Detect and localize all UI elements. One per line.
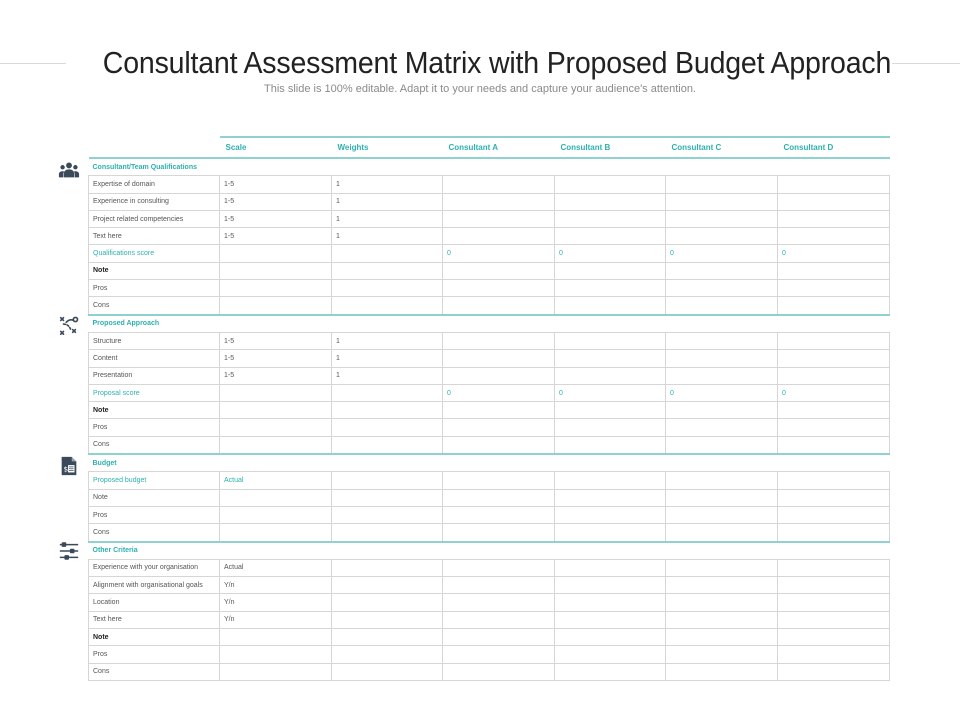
cell[interactable] (443, 663, 555, 680)
title-rule-left (0, 63, 66, 64)
cell[interactable] (332, 577, 443, 594)
cell[interactable] (443, 594, 555, 611)
budget-row (89, 472, 890, 489)
cell[interactable] (778, 402, 890, 419)
cell[interactable] (778, 646, 890, 663)
cell[interactable] (332, 280, 443, 297)
row-label[interactable]: Content (89, 350, 220, 367)
cell[interactable] (666, 489, 778, 506)
section-title: Budget (89, 454, 890, 472)
row-label[interactable]: Project related competencies (89, 210, 220, 227)
scale-cell[interactable]: 1-5 (220, 367, 332, 384)
cell[interactable] (443, 524, 555, 542)
cell[interactable] (220, 384, 332, 401)
cell[interactable] (443, 193, 555, 210)
pros-label: Pros (89, 506, 220, 523)
cell[interactable] (443, 350, 555, 367)
cell[interactable] (666, 611, 778, 628)
pros-label: Pros (89, 280, 220, 297)
cell[interactable] (666, 524, 778, 542)
cons-row (89, 663, 890, 680)
cell[interactable] (666, 228, 778, 245)
cell[interactable] (332, 402, 443, 419)
cell[interactable] (778, 176, 890, 193)
cons-label: Cons (89, 524, 220, 542)
table-row (89, 577, 890, 594)
cell[interactable] (778, 436, 890, 454)
scale-cell[interactable]: 1-5 (220, 228, 332, 245)
cell[interactable] (778, 506, 890, 523)
cell[interactable] (666, 280, 778, 297)
cell[interactable] (443, 489, 555, 506)
cell[interactable] (555, 506, 666, 523)
score-row (89, 245, 890, 262)
cell[interactable] (332, 297, 443, 315)
score-cell[interactable]: 0 (778, 384, 890, 401)
cell[interactable] (220, 419, 332, 436)
cell[interactable] (555, 262, 666, 279)
cell[interactable] (443, 559, 555, 576)
section-budget (89, 454, 890, 472)
cell[interactable] (555, 489, 666, 506)
scale-cell[interactable]: Y/n (220, 594, 332, 611)
cell[interactable] (443, 280, 555, 297)
cons-row (89, 297, 890, 315)
cell[interactable] (443, 262, 555, 279)
row-label[interactable]: Alignment with organisational goals (89, 577, 220, 594)
cell[interactable] (778, 228, 890, 245)
table-row (89, 367, 890, 384)
note-label: Note (89, 489, 220, 506)
cell[interactable] (443, 506, 555, 523)
weight-cell[interactable]: 1 (332, 193, 443, 210)
pros-row (89, 646, 890, 663)
cell[interactable] (220, 506, 332, 523)
strategy-icon (58, 314, 80, 336)
table-row (89, 228, 890, 245)
pros-row (89, 280, 890, 297)
score-cell[interactable]: 0 (443, 245, 555, 262)
table-row (89, 559, 890, 576)
cell[interactable] (666, 350, 778, 367)
cell[interactable] (666, 402, 778, 419)
cell[interactable] (332, 506, 443, 523)
cell[interactable] (220, 280, 332, 297)
cell[interactable] (443, 210, 555, 227)
cell[interactable] (332, 646, 443, 663)
cell[interactable] (778, 193, 890, 210)
cell[interactable] (332, 419, 443, 436)
cell[interactable] (220, 297, 332, 315)
cell[interactable] (666, 663, 778, 680)
score-label: Proposal score (89, 384, 220, 401)
cell[interactable] (666, 436, 778, 454)
title-rule-right (892, 63, 960, 64)
svg-text:$: $ (63, 464, 69, 474)
cell[interactable] (443, 332, 555, 349)
page-subtitle: This slide is 100% editable. Adapt it to your needs and capture your audience's attention. (264, 83, 696, 95)
cell[interactable] (555, 663, 666, 680)
header-weights: Weights (332, 137, 443, 158)
cell[interactable] (555, 524, 666, 542)
score-cell[interactable]: 0 (778, 245, 890, 262)
budget-document-icon (58, 455, 80, 477)
cell[interactable] (555, 559, 666, 576)
cell[interactable] (778, 367, 890, 384)
cell[interactable] (220, 489, 332, 506)
cell[interactable] (778, 594, 890, 611)
pros-label: Pros (89, 646, 220, 663)
weight-cell[interactable]: 1 (332, 210, 443, 227)
cell[interactable] (666, 297, 778, 315)
cell[interactable] (555, 280, 666, 297)
cell[interactable] (555, 176, 666, 193)
cell[interactable] (666, 332, 778, 349)
cell[interactable] (220, 524, 332, 542)
table-row (89, 611, 890, 628)
section-other-criteria (89, 542, 890, 560)
cell[interactable] (443, 436, 555, 454)
pros-label: Pros (89, 419, 220, 436)
cell[interactable] (778, 611, 890, 628)
cell[interactable] (666, 193, 778, 210)
cell[interactable] (555, 629, 666, 646)
cell[interactable] (332, 384, 443, 401)
note-row (89, 402, 890, 419)
weight-cell[interactable]: 1 (332, 176, 443, 193)
weight-cell[interactable]: 1 (332, 228, 443, 245)
cell[interactable] (555, 419, 666, 436)
cell[interactable] (666, 419, 778, 436)
scale-cell[interactable]: Actual (220, 559, 332, 576)
table-row (89, 332, 890, 349)
score-cell[interactable]: 0 (555, 384, 666, 401)
header-scale: Scale (220, 137, 332, 158)
cell[interactable] (220, 402, 332, 419)
score-cell[interactable]: 0 (666, 245, 778, 262)
weight-cell[interactable]: 1 (332, 332, 443, 349)
cell[interactable] (555, 210, 666, 227)
page-title: Consultant Assessment Matrix with Proposed Budget Approach (102, 45, 892, 80)
section-approach (89, 315, 890, 333)
note-label: Note (89, 629, 220, 646)
scale-cell[interactable]: 1-5 (220, 210, 332, 227)
note-label: Note (89, 262, 220, 279)
sliders-icon (58, 540, 80, 562)
score-cell[interactable]: 0 (666, 384, 778, 401)
cell[interactable] (666, 367, 778, 384)
cell[interactable] (778, 350, 890, 367)
cell[interactable] (666, 210, 778, 227)
cell[interactable] (332, 611, 443, 628)
cell[interactable] (332, 262, 443, 279)
section-title: Consultant/Team Qualifications (89, 158, 890, 176)
cell[interactable] (332, 524, 443, 542)
row-label[interactable]: Expertise of domain (89, 176, 220, 193)
cell[interactable] (666, 594, 778, 611)
cell[interactable] (555, 332, 666, 349)
scale-cell[interactable]: 1-5 (220, 350, 332, 367)
row-label[interactable]: Experience with your organisation (89, 559, 220, 576)
table-row (89, 594, 890, 611)
section-title: Other Criteria (89, 542, 890, 560)
table-row (89, 210, 890, 227)
cell[interactable] (778, 629, 890, 646)
cell[interactable] (778, 262, 890, 279)
score-cell[interactable]: 0 (555, 245, 666, 262)
row-label[interactable]: Location (89, 594, 220, 611)
team-icon (58, 159, 80, 181)
header-consultant-a: Consultant A (443, 137, 555, 158)
cell[interactable] (443, 646, 555, 663)
cell[interactable] (666, 559, 778, 576)
cell[interactable] (666, 577, 778, 594)
cell[interactable] (443, 629, 555, 646)
cell[interactable] (555, 577, 666, 594)
note-row (89, 262, 890, 279)
cell[interactable] (220, 436, 332, 454)
cons-label: Cons (89, 436, 220, 454)
cell[interactable] (443, 176, 555, 193)
row-label[interactable]: Experience in consulting (89, 193, 220, 210)
cons-label: Cons (89, 663, 220, 680)
cell[interactable] (332, 663, 443, 680)
cell[interactable] (443, 297, 555, 315)
cell[interactable] (555, 436, 666, 454)
cell[interactable] (555, 594, 666, 611)
scale-cell[interactable]: 1-5 (220, 193, 332, 210)
pros-row (89, 419, 890, 436)
section-qualifications (89, 158, 890, 176)
pros-row (89, 506, 890, 523)
cell[interactable] (666, 629, 778, 646)
cell[interactable] (443, 577, 555, 594)
cell[interactable] (666, 262, 778, 279)
cell[interactable] (220, 663, 332, 680)
note-row (89, 489, 890, 506)
cell[interactable] (220, 629, 332, 646)
header-row (89, 137, 890, 158)
cell[interactable] (778, 419, 890, 436)
cell[interactable] (555, 611, 666, 628)
table-row (89, 176, 890, 193)
cell[interactable] (778, 559, 890, 576)
cell[interactable] (443, 228, 555, 245)
cell[interactable] (332, 594, 443, 611)
proposed-budget-value[interactable]: Actual (220, 472, 332, 489)
header-blank (89, 137, 220, 158)
cons-row (89, 436, 890, 454)
weight-cell[interactable]: 1 (332, 350, 443, 367)
cell[interactable] (555, 472, 666, 489)
cell[interactable] (778, 210, 890, 227)
cell[interactable] (778, 280, 890, 297)
scale-cell[interactable]: Y/n (220, 611, 332, 628)
cell[interactable] (778, 332, 890, 349)
cell[interactable] (443, 419, 555, 436)
cell[interactable] (220, 245, 332, 262)
score-label: Qualifications score (89, 245, 220, 262)
cell[interactable] (778, 297, 890, 315)
proposed-budget-label: Proposed budget (89, 472, 220, 489)
section-title: Proposed Approach (89, 315, 890, 333)
header-consultant-b: Consultant B (555, 137, 666, 158)
weight-cell[interactable]: 1 (332, 367, 443, 384)
cell[interactable] (555, 646, 666, 663)
cell[interactable] (443, 472, 555, 489)
header-consultant-d: Consultant D (778, 137, 890, 158)
cell[interactable] (778, 472, 890, 489)
cons-label: Cons (89, 297, 220, 315)
cell[interactable] (220, 646, 332, 663)
scale-cell[interactable]: Y/n (220, 577, 332, 594)
scale-cell[interactable]: 1-5 (220, 332, 332, 349)
cell[interactable] (443, 611, 555, 628)
cell[interactable] (778, 663, 890, 680)
cell[interactable] (332, 245, 443, 262)
table-row (89, 350, 890, 367)
cell[interactable] (555, 402, 666, 419)
cell[interactable] (666, 646, 778, 663)
cell[interactable] (666, 472, 778, 489)
assessment-matrix (88, 136, 890, 681)
score-row (89, 384, 890, 401)
cell[interactable] (332, 436, 443, 454)
cell[interactable] (555, 367, 666, 384)
row-label[interactable]: Presentation (89, 367, 220, 384)
cell[interactable] (555, 193, 666, 210)
cell[interactable] (778, 524, 890, 542)
cell[interactable] (666, 176, 778, 193)
scale-cell[interactable]: 1-5 (220, 176, 332, 193)
cell[interactable] (555, 350, 666, 367)
cell[interactable] (443, 367, 555, 384)
note-row (89, 629, 890, 646)
cell[interactable] (443, 402, 555, 419)
note-label: Note (89, 402, 220, 419)
cell[interactable] (220, 262, 332, 279)
cell[interactable] (332, 559, 443, 576)
row-label[interactable]: Structure (89, 332, 220, 349)
header-consultant-c: Consultant C (666, 137, 778, 158)
cell[interactable] (332, 472, 443, 489)
row-label[interactable]: Text here (89, 228, 220, 245)
cell[interactable] (332, 489, 443, 506)
cell[interactable] (555, 297, 666, 315)
score-cell[interactable]: 0 (443, 384, 555, 401)
cons-row (89, 524, 890, 542)
cell[interactable] (778, 489, 890, 506)
cell[interactable] (332, 629, 443, 646)
cell[interactable] (778, 577, 890, 594)
row-label[interactable]: Text here (89, 611, 220, 628)
table-row (89, 193, 890, 210)
cell[interactable] (666, 506, 778, 523)
cell[interactable] (555, 228, 666, 245)
